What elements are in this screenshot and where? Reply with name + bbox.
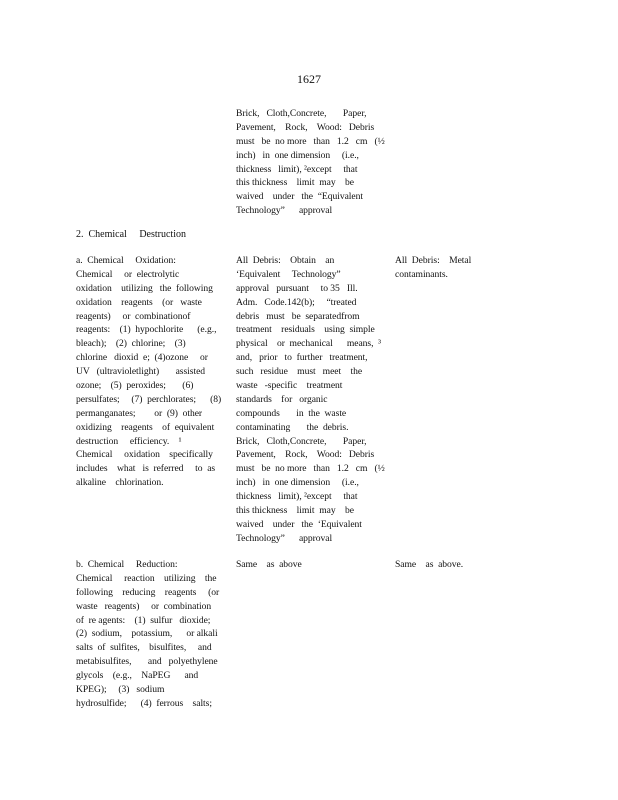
text-line: persulfates; (7) perchlorates; (8) [76, 393, 222, 405]
text-line: treatment residuals using simple [236, 324, 375, 336]
text-line: physical or mechanical means, ³ [236, 338, 381, 350]
oxidation-standard-cell [236, 254, 385, 546]
text-line: thickness limit), ²except that [236, 163, 358, 175]
text-line: inch) in one dimension (i.e., [236, 149, 359, 161]
text-line: destruction efficiency. ¹ [76, 435, 182, 447]
text-line: oxidation reagents (or waste [76, 296, 202, 308]
text-line: compounds in the waste [236, 407, 347, 419]
text-line: must be no more than 1.2 cm (½ [236, 135, 385, 147]
text-line: debris must be separatedfrom [236, 310, 360, 322]
text-line: permanganates; or (9) other [76, 407, 203, 419]
text-line: alkaline chlorination. [76, 477, 164, 489]
text-line: waived under the “Equivalent [236, 191, 363, 203]
text-line: Chemical oxidation specifically [76, 449, 213, 461]
text-line: reagents) or combinationof [76, 310, 191, 322]
text-line: Pavement, Rock, Wood: Debris [236, 449, 375, 461]
page-number: 1627 [297, 72, 321, 86]
text-line: Chemical reaction utilizing the [76, 572, 217, 584]
text-line: and, prior to further treatment, [236, 352, 368, 364]
text-line: hydrosulfide; (4) ferrous salts; [76, 697, 212, 709]
text-line: inch) in one dimension (i.e., [236, 477, 359, 489]
text-line: must be no more than 1.2 cm (½ [236, 463, 385, 475]
text-line: b. Chemical Reduction: [76, 559, 178, 570]
text-line: ‘Equivalent Technology” [236, 268, 341, 280]
text-line: following reducing reagents (or [76, 586, 220, 598]
text-line: Brick, Cloth,Concrete, Paper, [236, 108, 367, 119]
text-line: All Debris: Obtain an [236, 255, 335, 266]
text-line: UV (ultravioletlight) assisted [76, 366, 206, 378]
text-line: metabisulfites, and polyethylene [76, 656, 218, 668]
continuation-debris-standard [236, 107, 385, 218]
text-line: Same as above [236, 559, 302, 570]
text-line: contaminating the debris. [236, 421, 349, 433]
text-line: (2) sodium, potassium, or alkali [76, 628, 218, 640]
text-line: waste -specific treatment [236, 380, 343, 392]
text-line: a. Chemical Oxidation: [76, 255, 176, 266]
text-line: approval pursuant to 35 Ill. [236, 282, 358, 294]
text-line: bleach); (2) chlorine; (3) [76, 338, 186, 350]
text-line: oxidation utilizing the following [76, 282, 213, 294]
text-line: Pavement, Rock, Wood: Debris [236, 121, 375, 133]
text-line: oxidizing reagents of equivalent [76, 421, 215, 433]
text-line: chlorine dioxid e; (4)ozone or [76, 352, 208, 364]
reduction-technology-cell [76, 558, 219, 711]
text-line: ozone; (5) peroxides; (6) [76, 380, 194, 392]
text-line: reagents: (1) hypochlorite (e.g., [76, 324, 217, 336]
text-line: this thickness limit may be [236, 505, 354, 517]
reduction-contaminant-cell [395, 558, 463, 572]
text-line: salts of sulfites, bisulfites, and [76, 642, 212, 654]
text-line: glycols (e.g., NaPEG and [76, 670, 199, 682]
text-line: Chemical or electrolytic [76, 268, 180, 280]
text-line: All Debris: Metal [395, 255, 472, 266]
oxidation-technology-cell [76, 254, 221, 490]
text-line: Brick, Cloth,Concrete, Paper, [236, 435, 367, 447]
text-line: such residue must meet the [236, 366, 363, 378]
text-line: includes what is referred to as [76, 463, 216, 475]
text-line: thickness limit), ²except that [236, 491, 358, 503]
text-line: Technology” approval [236, 205, 333, 217]
text-line: Same as above. [395, 559, 464, 570]
text-line: of re agents: (1) sulfur dioxide; [76, 614, 211, 626]
section-heading: 2. Chemical Destruction [76, 229, 186, 240]
text-line: Adm. Code.142(b); “treated [236, 296, 357, 308]
text-line: this thickness limit may be [236, 177, 354, 189]
text-line: waived under the ‘Equivalent [236, 518, 362, 530]
text-line: standards for organic [236, 393, 328, 405]
text-line: KPEG); (3) sodium [76, 684, 165, 696]
reduction-standard-cell [236, 558, 302, 572]
oxidation-contaminant-cell [395, 254, 471, 282]
text-line: contaminants. [395, 268, 448, 280]
text-line: waste reagents) or combination [76, 600, 212, 612]
text-line: Technology” approval [236, 532, 333, 544]
